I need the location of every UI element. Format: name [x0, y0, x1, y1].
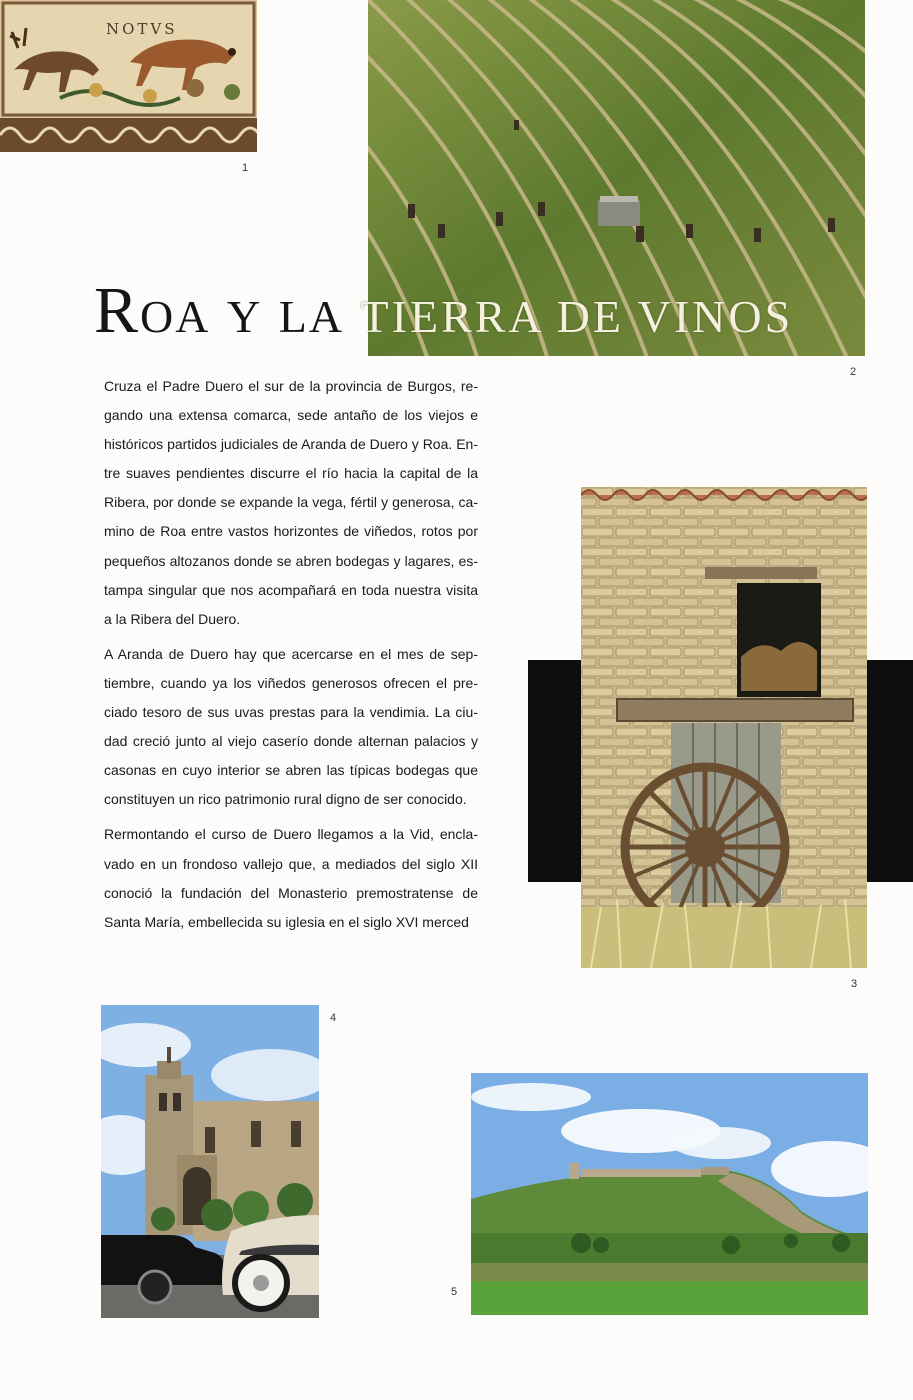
title-highlighted: TIERRA DE VINOS: [360, 291, 794, 342]
mosaic-photo: [0, 0, 257, 152]
photo-number-2: 2: [850, 366, 857, 378]
church-cars-illustration: [101, 1005, 319, 1318]
photo-number-5: 5: [451, 1286, 458, 1298]
landscape-illustration: [471, 1073, 868, 1315]
title-initial: R: [94, 274, 141, 347]
landscape-photo: [471, 1073, 868, 1315]
paragraph-3: Rermontando el curso de Duero llegamos a la Vid, enclavado en un frondoso vallejo que, a mediados del siglo XII conoció la fundación del Monasterio premostratense de Santa María, embellecida su iglesia en el siglo XVI merced: [104, 826, 478, 930]
wall-wheel-illustration: [581, 487, 867, 968]
title-word-roa-rest: OA: [140, 291, 211, 342]
wall-wheel-photo: [581, 487, 867, 968]
church-cars-photo: [101, 1005, 319, 1318]
black-band-right: [866, 660, 913, 882]
paragraph-1: Cruza el Padre Duero el sur de la provincia de Burgos, regando una extensa comarca, sede antaño de los viejos e históricos partidos judiciales de Aranda de Duero y Roa. Entre suaves pendientes discurre el río hacia la capital de la Ribera, por donde se expande la vega, fértil y generosa, camino de Roa entre vastos horizontes de viñedos, rotos por pequeños altozanos donde se abren bodegas y lagares, estampa singular que nos acompañará en toda nuestra visita a la Ribera del Duero.: [104, 378, 478, 627]
article-body: [104, 372, 478, 943]
paragraph-2: A Aranda de Duero hay que acercarse en el mes de septiembre, cuando ya los viñedos generosos ofrecen el preciado tesoro de sus uvas prestas para la vendimia. La ciudad creció junto al viejo caserío donde alternan palacios y casonas en cuyo interior se abren las típicas bodegas que constituyen un rico patrimonio rural digno de ser conocido.: [104, 645, 478, 808]
photo-number-1: 1: [242, 162, 249, 174]
title-word-y: Y: [226, 291, 263, 342]
photo-number-4: 4: [330, 1012, 337, 1024]
black-band-left: [528, 660, 582, 882]
page-title: [94, 274, 794, 347]
mosaic-inscription: NOTVS: [106, 20, 178, 38]
title-word-la: LA: [278, 291, 345, 342]
photo-number-3: 3: [851, 978, 858, 990]
